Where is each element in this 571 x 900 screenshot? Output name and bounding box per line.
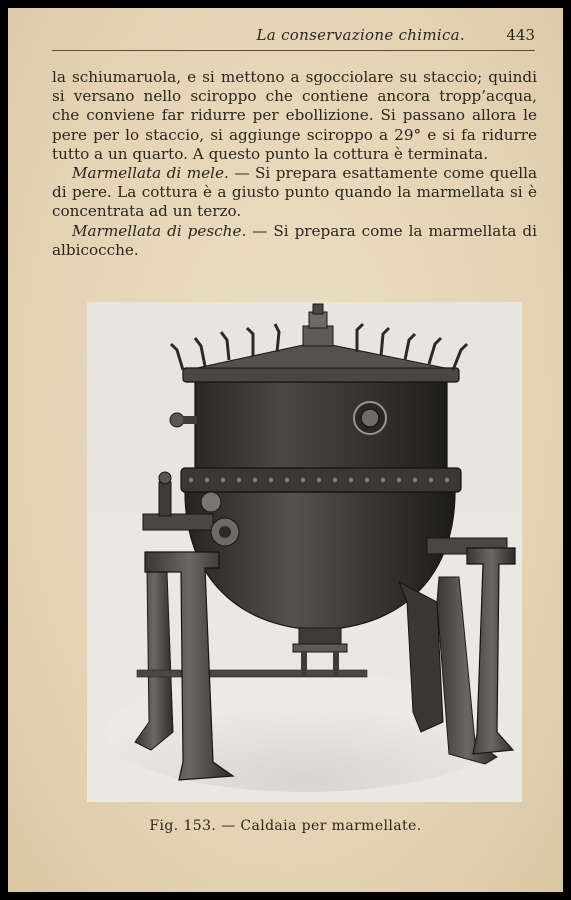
figure-jam-boiler xyxy=(87,302,522,802)
book-page xyxy=(8,8,563,892)
lid-flange xyxy=(183,368,459,382)
top-valve xyxy=(303,326,333,346)
page-number: 443 xyxy=(506,26,535,44)
body-text xyxy=(52,68,537,260)
tie-rod xyxy=(137,670,367,677)
paragraph-peach-jam xyxy=(52,222,537,260)
figure-caption: Fig. 153. — Caldaia per marmellate. xyxy=(149,818,422,834)
apple-jam-heading: Marmellata di mele. xyxy=(72,164,229,183)
paragraph-pears-end: la schiumaruola, e si mettono a sgocciolare su staccio; quindi si versano nello sciroppo che contiene ancora tropp’acqua, che conviene far ridurre per ebollizione. Si passano allora le pere per lo staccio, si aggiunge sciroppo a 29° e si fa ridurre tutto a un quarto. A questo punto la cottura è terminata. xyxy=(52,68,537,163)
running-title: La conservazione chimica. xyxy=(256,26,465,44)
page-header xyxy=(52,24,535,51)
peach-jam-heading: Marmellata di pesche. xyxy=(72,221,247,240)
side-valve xyxy=(170,413,184,427)
paragraph-apple-jam xyxy=(52,164,537,222)
apple-jam-text: — Si prepara esattamente come quella di pere. La cottura è a giusto punto quando la marmellata si è concentrata ad un terzo. xyxy=(52,164,537,221)
boiler-cylinder xyxy=(195,378,447,474)
jam-boiler-illustration xyxy=(87,302,522,802)
peach-jam-text: — Si prepara come la marmellata di albicocche. xyxy=(52,221,537,259)
